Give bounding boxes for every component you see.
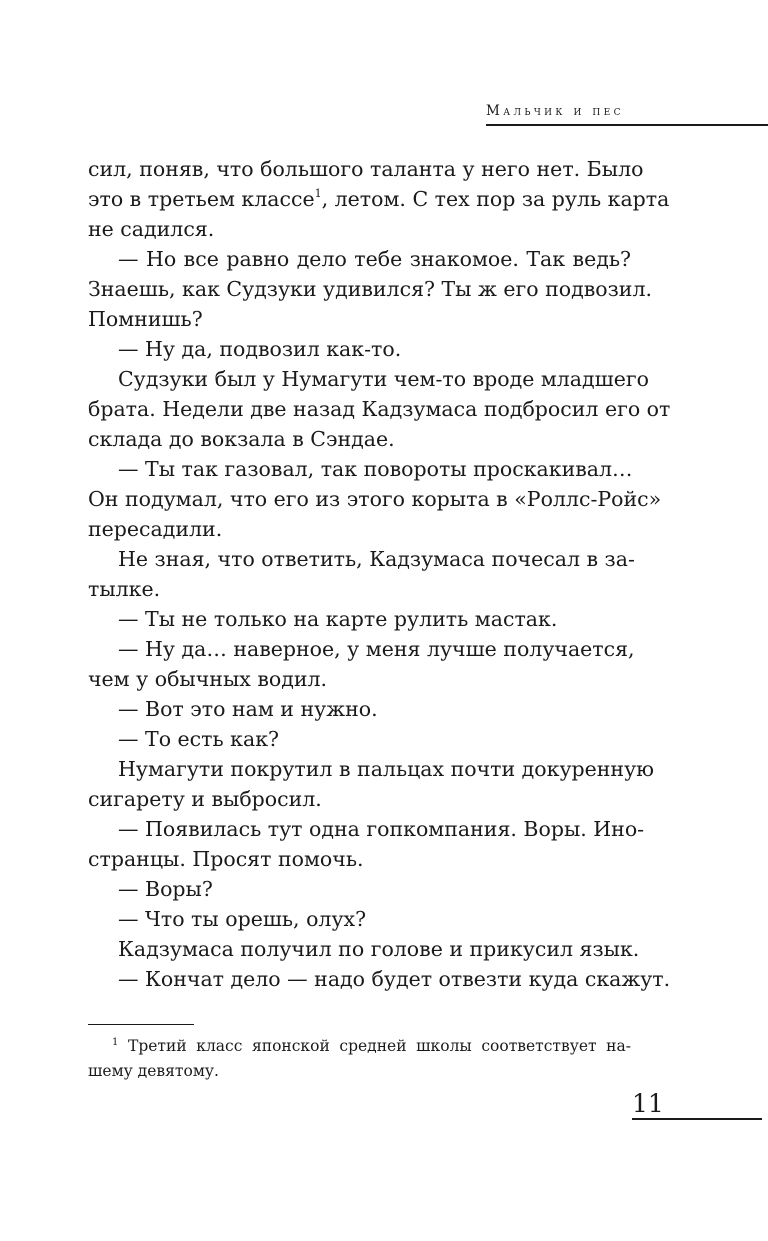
- main-text: [88, 154, 671, 994]
- text-line: чем у обычных водил.: [88, 667, 328, 691]
- text-line: пересадили.: [88, 517, 223, 541]
- footnote-rule: [88, 1024, 194, 1025]
- text-line: тылке.: [88, 577, 161, 601]
- text-line: — Но все равно дело тебе знакомое. Так ведь?: [118, 247, 631, 271]
- text-line: — Вот это нам и нужно.: [118, 697, 378, 721]
- text-line: — То есть как?: [118, 727, 280, 751]
- text-line: — Кончат дело — надо будет отвезти куда скажут.: [118, 967, 671, 991]
- footnote-line: шему девятому.: [88, 1062, 219, 1080]
- text-line: Помнишь?: [88, 307, 203, 331]
- text-line: странцы. Просят помочь.: [88, 847, 364, 871]
- text-line: — Появилась тут одна гопкомпания. Воры. Ино-: [118, 817, 645, 841]
- text-line: сил, поняв, что большого таланта у него нет. Было: [88, 157, 644, 181]
- text-line: Судзуки был у Нумагути чем-то вроде младшего: [118, 367, 649, 391]
- folio-rule: [632, 1118, 762, 1120]
- text-line: — Ты так газовал, так повороты проскакивал…: [118, 457, 633, 481]
- footnote-marker: 1: [112, 1037, 119, 1048]
- text-line: Нумагути покрутил в пальцах почти докуренную: [118, 757, 654, 781]
- text-line: это в третьем классе$^1$, летом. С тех пор за руль карта: [88, 187, 670, 211]
- footnote: [88, 1034, 631, 1084]
- text-line: сигарету и выбросил.: [88, 787, 322, 811]
- text-line: — Что ты орешь, олух?: [118, 907, 367, 931]
- text-line: Кадзумаса получил по голове и прикусил язык.: [118, 937, 640, 961]
- text-line: брата. Недели две назад Кадзумаса подбросил его от: [88, 397, 671, 421]
- page-number: 11: [632, 1089, 664, 1118]
- footnote-line: $^1$ Третий класс японской средней школы соответствует на-: [112, 1037, 631, 1055]
- text-line: — Ну да, подвозил как-то.: [118, 337, 402, 361]
- text-line: — Воры?: [118, 877, 213, 901]
- text-line: склада до вокзала в Сэндае.: [88, 427, 395, 451]
- text-line: не садился.: [88, 217, 215, 241]
- header-rule: [486, 124, 768, 126]
- text-line: Не зная, что ответить, Кадзумаса почесал в за-: [118, 547, 635, 571]
- text-line: Он подумал, что его из этого корыта в «Роллс-Ройс»: [88, 487, 662, 511]
- text-line: Знаешь, как Судзуки удивился? Ты ж его подвозил.: [88, 277, 653, 301]
- footnote-ref: 1: [314, 187, 322, 200]
- text-line: — Ты не только на карте рулить мастак.: [118, 607, 558, 631]
- text-line: — Ну да… наверное, у меня лучше получается,: [118, 637, 635, 661]
- running-title: Мальчик и пес: [486, 103, 624, 119]
